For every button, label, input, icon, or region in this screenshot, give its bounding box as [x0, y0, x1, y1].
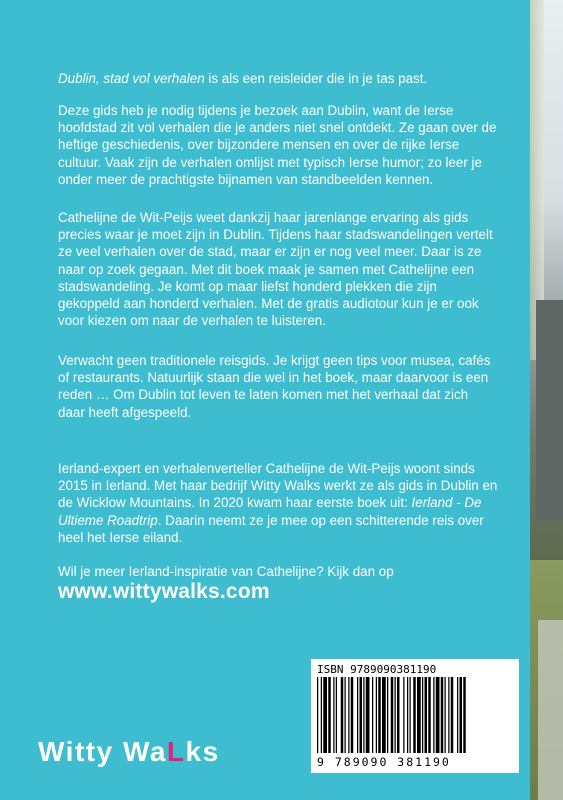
- barcode-bar: [448, 677, 449, 753]
- cover-photo-edge: [530, 0, 563, 800]
- barcode-bar: [425, 677, 428, 753]
- witty-walks-logo: [38, 736, 220, 768]
- author-paragraph: [58, 460, 498, 546]
- barcode-bar: [403, 677, 404, 753]
- barcode-bar: [422, 677, 423, 753]
- logo-text-1: Witty Wa: [38, 736, 167, 767]
- logo-text-2: ks: [185, 736, 220, 767]
- barcode-bar: [336, 677, 337, 753]
- cathedral-shape: [536, 300, 563, 520]
- barcode-bar: [321, 677, 322, 753]
- intro-paragraph: [58, 70, 498, 87]
- cta-text: Wil je meer Ierland-inspiratie van Cathelijne? Kijk dan op: [58, 564, 394, 579]
- barcode-bar: [323, 677, 327, 753]
- barcode-bar: [366, 677, 370, 753]
- isbn-barcode: [311, 659, 519, 773]
- website-link[interactable]: www.wittywalks.com: [58, 580, 270, 603]
- barcode-bar: [463, 677, 466, 753]
- barcode-bar: [317, 677, 318, 753]
- barcode-bar: [333, 677, 334, 753]
- barcode-bar: [441, 677, 444, 753]
- barcode-bar: [378, 677, 381, 753]
- barcode-bar: [363, 677, 364, 753]
- isbn-label: ISBN 9789090381190: [317, 663, 437, 676]
- barcode-bar: [357, 677, 358, 753]
- barcode-bar: [433, 677, 434, 753]
- barcode-bar: [395, 677, 396, 753]
- author-text-end: . Daarin neemt ze je mee op een schitterende reis over heel het Ierse eiland.: [58, 512, 484, 545]
- barcode-bar: [341, 677, 344, 753]
- barcode-bar: [360, 677, 363, 753]
- barcode-bar: [417, 677, 421, 753]
- isbn-digits: 9 789090 381190: [317, 755, 451, 769]
- barcode-bars: [317, 677, 513, 753]
- book-title: Dublin, stad vol verhalen: [58, 71, 205, 86]
- barcode-bar: [436, 677, 440, 753]
- barcode-bar: [345, 677, 346, 753]
- barcode-bar: [397, 677, 400, 753]
- barcode-bar: [391, 677, 394, 753]
- barcode-bar: [382, 677, 386, 753]
- logo-highlight-letter: L: [166, 736, 186, 767]
- barcode-bar: [351, 677, 354, 753]
- barcode-bar: [372, 677, 373, 753]
- barcode-bar: [410, 677, 411, 753]
- barcode-bar: [407, 677, 408, 753]
- barcode-bar: [376, 677, 377, 753]
- author-text: Ierland-expert en verhalenverteller Cathelijne de Wit-Peijs woont sinds 2015 in Ierland. Met haar bedrijf Witty Walks werkt ze als gids in Dublin en de Wicklow Mountains. In 2020 kwam haar eerste boek uit:: [58, 461, 498, 511]
- barcode-bar: [348, 677, 349, 753]
- previous-book-title: Ierland - De Ultieme Roadtrip: [58, 495, 482, 528]
- path-shape: [538, 620, 563, 800]
- barcode-bar: [428, 677, 431, 753]
- barcode-bar: [451, 677, 454, 753]
- barcode-bar: [413, 677, 416, 753]
- barcode-bar: [328, 677, 331, 753]
- paragraph-3: Verwacht geen traditionele reisgids. Je krijgt geen tips voor musea, cafés of restaurants. Natuurlijk staan die wel in het boek, maar daarvoor is een reden … Om Dublin tot leven te laten komen met het verhaal dat zich daar heeft afgespeeld.: [58, 353, 491, 420]
- barcode-bar: [460, 677, 463, 753]
- barcode-bar: [387, 677, 388, 753]
- paragraph-1: Deze gids heb je nodig tijdens je bezoek aan Dublin, want de Ierse hoofdstad zit vol verhalen die je anders niet snel ontdekt. Ze gaan over de heftige geschiedenis, over bijzondere mensen en over de rijke Ierse cultuur. Vaak zijn de verhalen omlijst met typisch Ierse humor; zo leer je onder meer de prachtigste bijnamen van standbeelden kennen.: [58, 103, 497, 187]
- paragraph-2: Cathelijne de Wit-Peijs weet dankzij haar jarenlange ervaring als gids precies waar je moet zijn in Dublin. Tijdens haar stadswandelingen vertelt ze veel verhalen over de stad, maar er zijn er nog veel meer. Daar is ze naar op zoek gegaan. Met dit boek maak je samen met Cathelijne een stadswandeling. Je komt op maar liefst honderd plekken die zijn gekoppeld aan honderd verhalen. Met de gratis audiotour kun je er ook voor kiezen om naar de verhalen te luisteren.: [58, 210, 493, 329]
- barcode-bar: [445, 677, 446, 753]
- intro-text: is als een reisleider die in je tas past.: [204, 71, 428, 86]
- barcode-bar: [457, 677, 458, 753]
